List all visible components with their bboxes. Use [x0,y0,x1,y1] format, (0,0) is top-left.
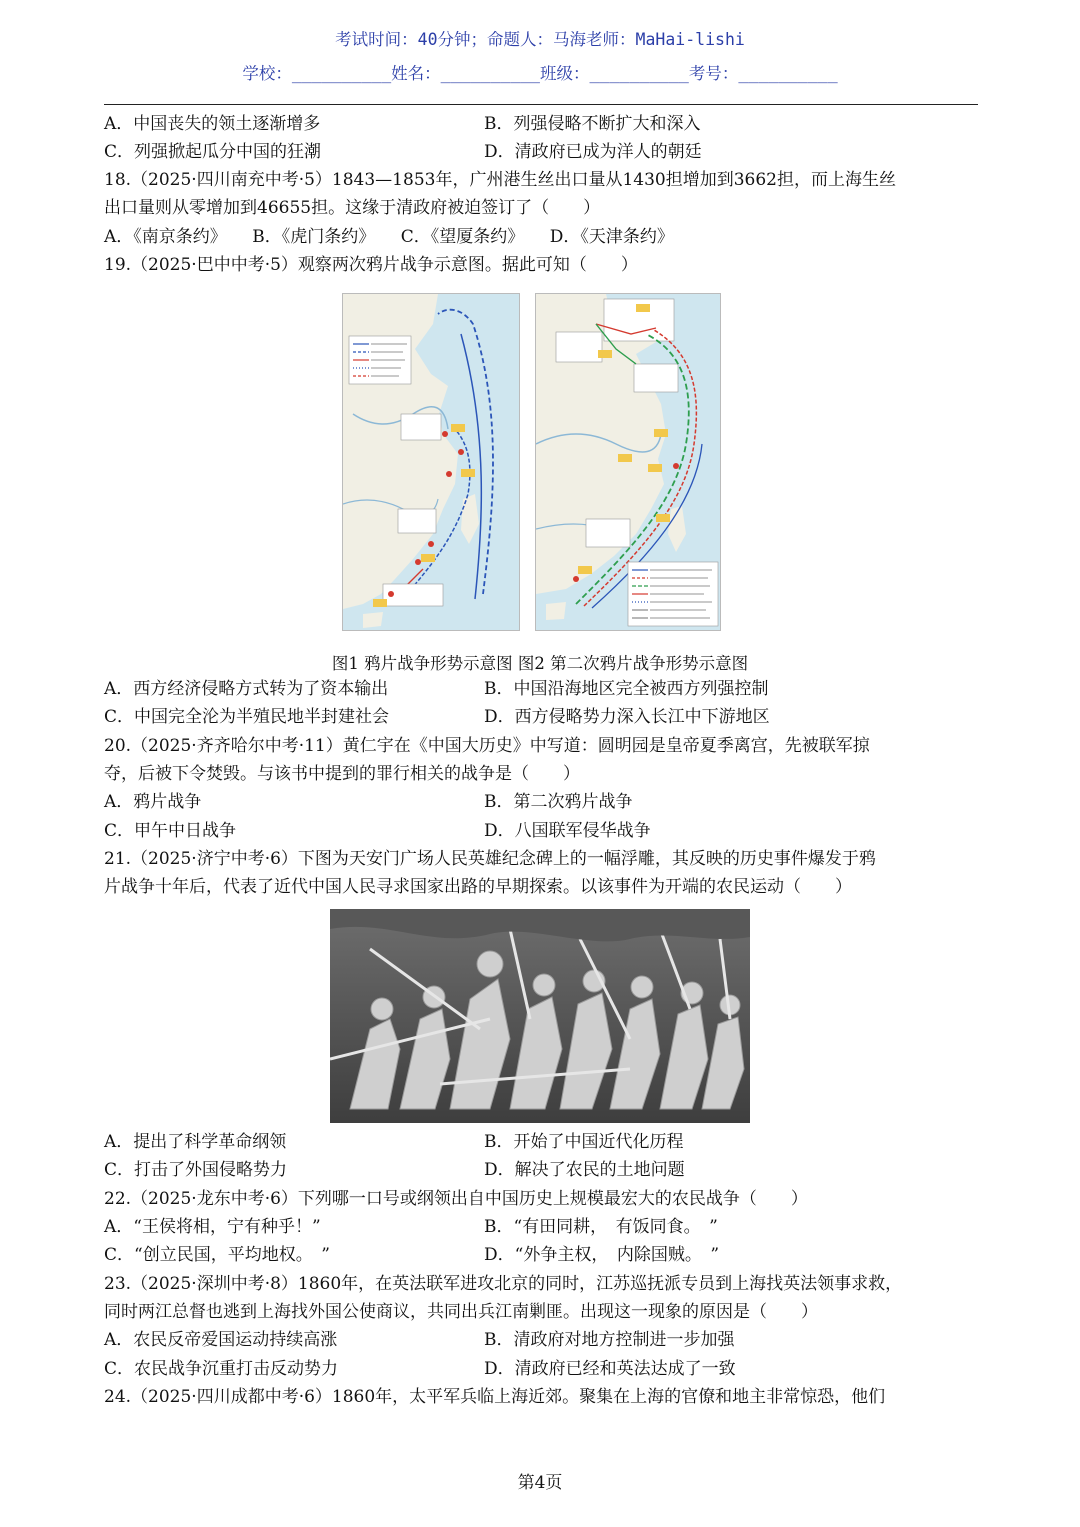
map-opium-war-1 [342,293,520,631]
q23-stem-line1: 23.（2025·深圳中考·8）1860年，在英法联军进攻北京的同时，江苏巡抚派专员到上海找英法领事求救， [104,1274,903,1294]
q17-option-a: A．中国丧失的领土逐渐增多 [104,114,321,134]
q19-stem: 19.（2025·巴中中考·5）观察两次鸦片战争示意图。据此可知（ ） [104,255,638,275]
q22-option-d: D．“外争主权， 内除国贼。 ” [484,1245,720,1265]
q20-option-b: B．第二次鸦片战争 [484,792,633,812]
q18-options: A．《南京条约》 B．《虎门条约》 C．《望厦条约》 D．《天津条约》 [104,227,674,247]
q22-option-a: A．“王侯将相，宁有种乎！” [104,1217,321,1237]
figure-caption: 图1 鸦片战争形势示意图 图2 第二次鸦片战争形势示意图 [331,654,749,673]
map-opium-war-2-graphic [536,294,720,630]
q18-stem-line2: 出口量则从零增加到46655担。这缘于清政府被迫签订了（ ） [104,198,601,218]
q21-option-a: A．提出了科学革命纲领 [104,1132,287,1152]
q21-stem-line2: 片战争十年后，代表了近代中国人民寻求国家出路的早期探索。以该事件为开端的农民运动（ ） [104,877,852,897]
q23-stem-line2: 同时两江总督也逃到上海找外国公使商议，共同出兵江南剿匪。出现这一现象的原因是（ ） [104,1302,818,1322]
q20-stem-line2: 夺，后被下令焚毁。与该书中提到的罪行相关的战争是（ ） [104,764,580,784]
q21-stem-line1: 21.（2025·济宁中考·6）下图为天安门广场人民英雄纪念碑上的一幅浮雕，其反映的历史事件爆发于鸦 [104,849,876,869]
map-opium-war-2 [535,293,721,631]
q24-stem-line1: 24.（2025·四川成都中考·6）1860年，太平军兵临上海近郊。聚集在上海的官僚和地主非常惊恐，他们 [104,1387,886,1407]
relief-sculpture [330,909,750,1123]
q21-option-c: C．打击了外国侵略势力 [104,1160,288,1180]
q20-option-c: C．甲午中日战争 [104,821,237,841]
q19-option-b: B．中国沿海地区完全被西方列强控制 [484,679,769,699]
q17-option-c: C．列强掀起瓜分中国的狂潮 [104,142,322,162]
q17-option-d: D．清政府已成为洋人的朝廷 [484,142,702,162]
exam-info-line: 考试时间：40分钟；命题人：马海老师：MaHai-lishi [335,30,745,49]
header-divider [104,104,978,105]
q21-option-d: D．解决了农民的土地问题 [484,1160,685,1180]
page-number: 第4页 [517,1473,563,1493]
q18-stem-line1: 18.（2025·四川南充中考·5）1843—1853年，广州港生丝出口量从1430担增加到3662担，而上海生丝 [104,170,896,190]
q23-option-d: D．清政府已经和英法达成了一致 [484,1359,736,1379]
relief-sculpture-graphic [330,909,750,1123]
q23-option-c: C．农民战争沉重打击反动势力 [104,1359,339,1379]
q23-option-a: A．农民反帝爱国运动持续高涨 [104,1330,338,1350]
q20-option-d: D．八国联军侵华战争 [484,821,651,841]
q19-option-c: C．中国完全沦为半殖民地半封建社会 [104,707,390,727]
student-info-line: 学校：__________姓名：__________班级：__________考号：__________ [242,64,838,83]
map-opium-war-1-graphic [343,294,519,630]
q23-option-b: B．清政府对地方控制进一步加强 [484,1330,735,1350]
q22-option-c: C．“创立民国，平均地权。 ” [104,1245,330,1265]
q20-stem-line1: 20.（2025·齐齐哈尔中考·11）黄仁宇在《中国大历史》中写道：圆明园是皇帝夏季离宫，先被联军掠 [104,736,870,756]
q22-option-b: B．“有田同耕， 有饭同食。 ” [484,1217,718,1237]
q22-stem: 22.（2025·龙东中考·6）下列哪一口号或纲领出自中国历史上规模最宏大的农民战争（ ） [104,1189,808,1209]
q17-option-b: B．列强侵略不断扩大和深入 [484,114,701,134]
q19-option-d: D．西方侵略势力深入长江中下游地区 [484,707,770,727]
q19-option-a: A．西方经济侵略方式转为了资本输出 [104,679,389,699]
q21-option-b: B．开始了中国近代化历程 [484,1132,684,1152]
q20-option-a: A．鸦片战争 [104,792,202,812]
